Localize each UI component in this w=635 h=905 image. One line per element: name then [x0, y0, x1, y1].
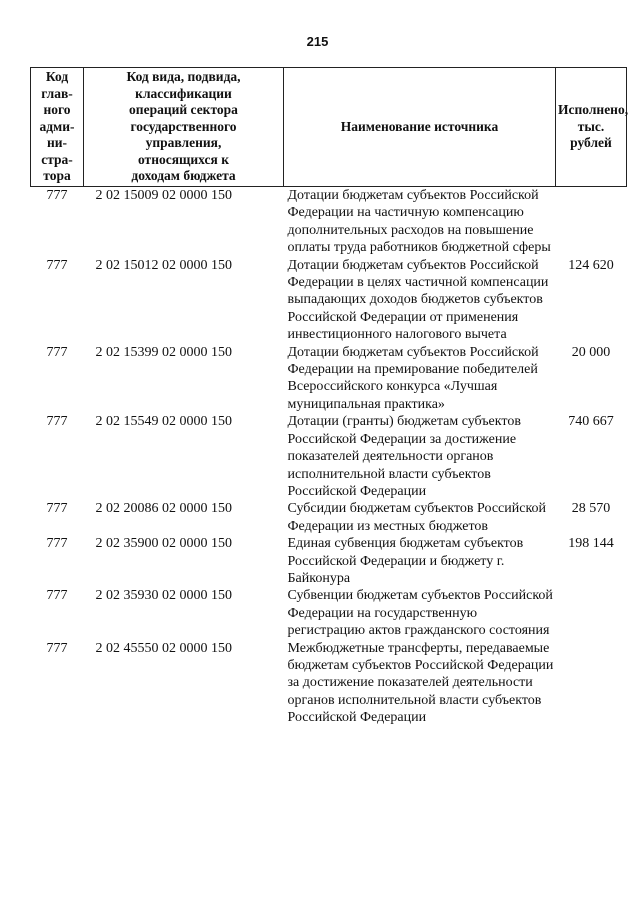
kind-code-cell: 2 02 20086 02 0000 150	[95, 501, 232, 517]
header-kind-line: управления,	[145, 135, 222, 151]
kind-code-cell: 2 02 15012 02 0000 150	[95, 257, 232, 273]
header-admin-code-line: ни-	[46, 135, 68, 151]
header-admin-code-line: ного	[43, 102, 71, 118]
header-amount-line: Исполнено,	[558, 102, 629, 118]
amount-cell: 198 144	[568, 536, 614, 552]
kind-code-cell: 2 02 35930 02 0000 150	[95, 588, 232, 604]
header-kind-line: государственного	[130, 118, 237, 134]
admin-code-cell: 777	[46, 501, 68, 517]
table-row	[31, 640, 627, 727]
admin-code-cell: 777	[46, 588, 68, 604]
header-amount	[556, 68, 627, 187]
table-body	[31, 187, 627, 727]
header-amount-line: рублей	[570, 135, 612, 151]
source-name-cell: Единая субвенция бюджетам субъектов Российской Федерации и бюджету г. Байконура	[287, 536, 524, 586]
kind-code-cell: 2 02 15549 02 0000 150	[95, 414, 232, 430]
source-name-cell: Межбюджетные трансферты, передаваемые бюджетам субъектов Российской Федерации за достижение показателей деятельности органов исполнительной власти субъектов Российской Федерации	[287, 640, 554, 726]
source-name-cell: Дотации бюджетам субъектов Российской Федерации на премирование победителей Всероссийского конкурса «Лучшая муниципальная практика»	[287, 344, 539, 412]
source-name-cell: Дотации (гранты) бюджетам субъектов Российской Федерации за достижение показателей деятельности органов исполнительной власти субъектов Российской Федерации	[287, 414, 521, 499]
table-row	[31, 187, 627, 257]
header-admin-code-line: стра-	[41, 151, 73, 167]
header-kind-line: классификации	[135, 85, 232, 101]
admin-code-cell: 777	[46, 640, 68, 656]
header-kind-code	[84, 68, 284, 187]
kind-code-cell: 2 02 35900 02 0000 150	[95, 536, 232, 552]
amount-cell	[556, 587, 627, 639]
header-admin-code-line: тора	[43, 168, 71, 184]
admin-code-cell: 777	[46, 414, 68, 430]
table-header	[31, 68, 627, 187]
amount-cell: 28 570	[571, 501, 611, 517]
header-admin-code	[31, 68, 84, 187]
table-row	[31, 587, 627, 639]
source-name-cell: Дотации бюджетам субъектов Российской Федерации на частичную компенсацию дополнительных расходов на повышение оплаты труда работников бюджетной сферы	[287, 188, 551, 256]
amount-cell: 20 000	[571, 344, 611, 360]
table-row	[31, 500, 627, 535]
amount-cell: 740 667	[568, 414, 614, 430]
header-kind-line: операций сектора	[129, 102, 238, 118]
amount-cell: 124 620	[568, 257, 614, 273]
admin-code-cell: 777	[46, 257, 68, 273]
header-kind-line: Код вида, подвида,	[126, 69, 241, 85]
table-row	[31, 344, 627, 414]
table-row	[31, 257, 627, 344]
header-kind-line: доходам бюджета	[131, 168, 236, 184]
kind-code-cell: 2 02 45550 02 0000 150	[95, 640, 232, 656]
page-number: 215	[306, 34, 329, 49]
source-name-cell: Субвенции бюджетам субъектов Российской Федерации на государственную регистрацию актов гражданского состояния	[287, 588, 553, 639]
admin-code-cell: 777	[46, 536, 68, 552]
header-admin-code-line: глав-	[41, 85, 73, 101]
kind-code-cell: 2 02 15009 02 0000 150	[95, 188, 232, 203]
budget-sources-table	[30, 67, 627, 727]
admin-code-cell: 777	[46, 344, 68, 360]
header-admin-code-line: адми-	[39, 118, 75, 134]
amount-cell	[556, 640, 627, 727]
amount-cell	[556, 187, 627, 257]
source-name-cell: Дотации бюджетам субъектов Российской Федерации в целях частичной компенсации выпадающих доходов бюджетов субъектов Российской Федерации от применения инвестиционного налогового вычета	[287, 257, 549, 343]
table-row	[31, 535, 627, 587]
header-admin-code-line: Код	[45, 69, 69, 85]
header-source-name: Наименование источника	[284, 68, 556, 187]
kind-code-cell: 2 02 15399 02 0000 150	[95, 344, 232, 360]
header-amount-line: тыс.	[577, 118, 605, 134]
source-name-cell: Субсидии бюджетам субъектов Российской Федерации из местных бюджетов	[287, 501, 547, 534]
header-kind-line: относящихся к	[137, 151, 229, 167]
admin-code-cell: 777	[46, 188, 68, 203]
table-row	[31, 413, 627, 500]
